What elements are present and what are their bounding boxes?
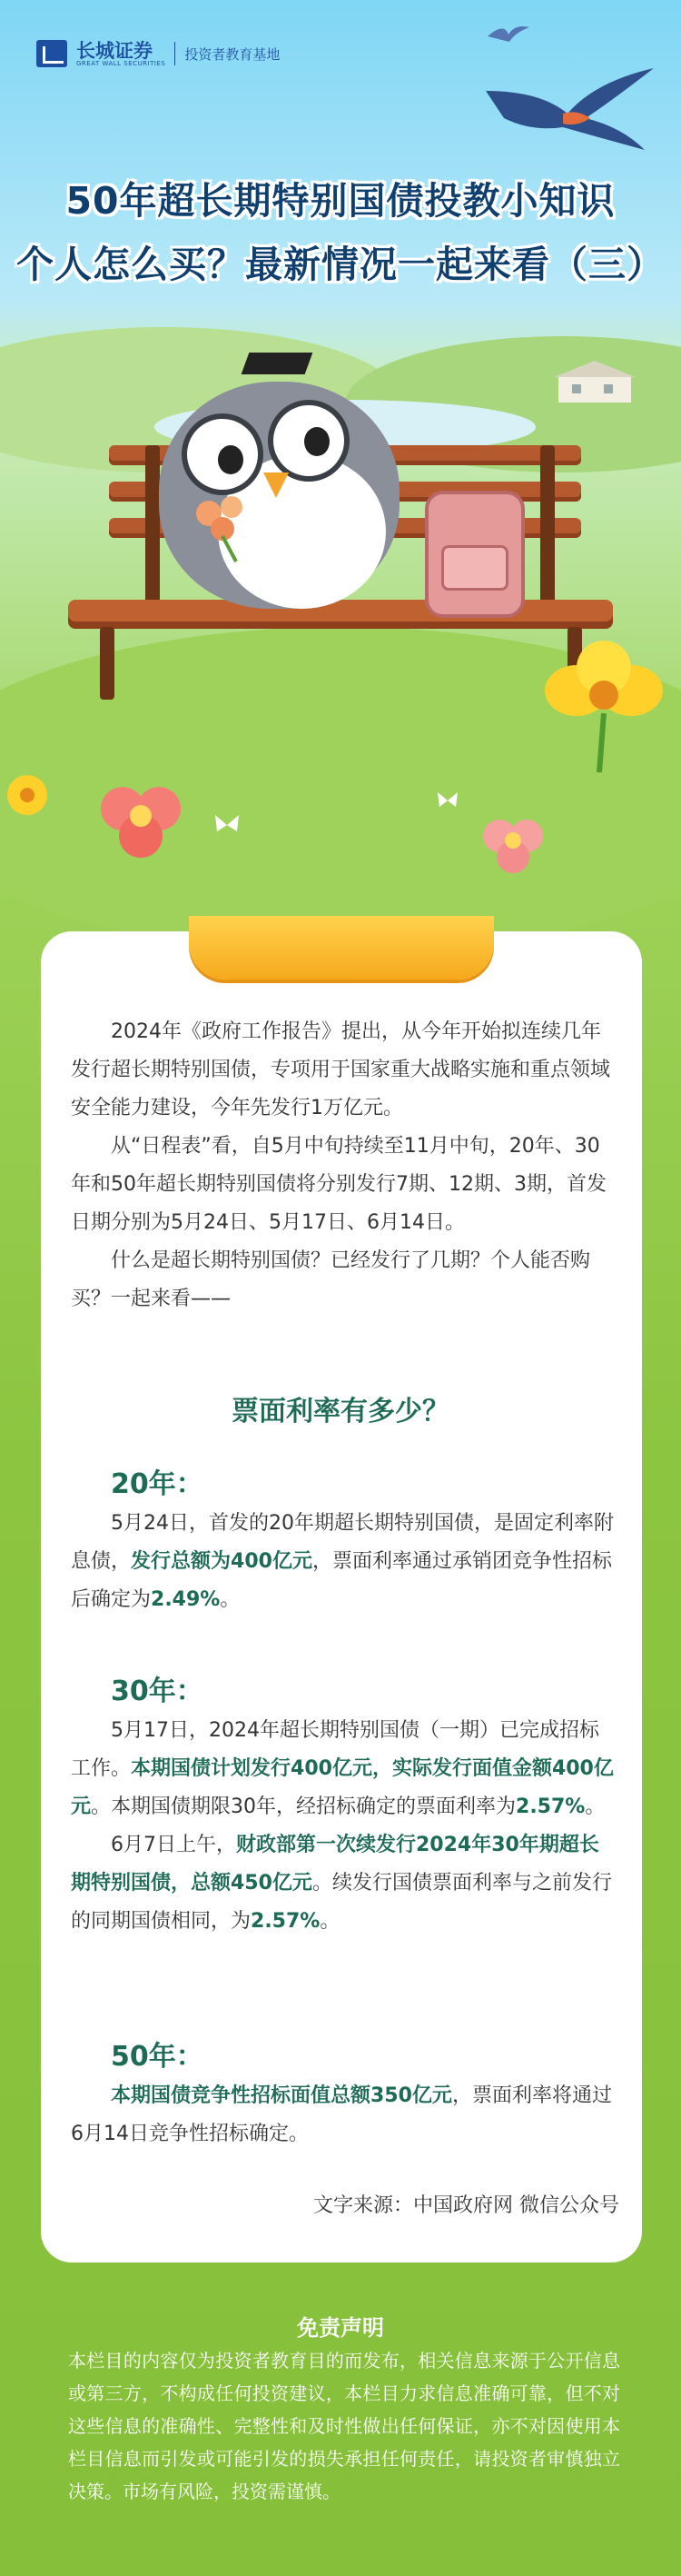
- small-bird-icon: [486, 20, 531, 47]
- bench-leg: [540, 445, 555, 609]
- brand-logo: [36, 40, 280, 67]
- intro-paragraph: 2024年《政府工作报告》提出，从今年开始拟连续几年发行超长期特别国债，专项用于国家重大战略实施和重点领域安全能力建设，今年先发行1万亿元。: [71, 1020, 611, 1119]
- highlight-text: 本期国债计划发行400亿元，实际发行面值金额400亿元: [71, 1757, 614, 1818]
- brand-name: 长城证券: [76, 38, 153, 62]
- bench-leg: [145, 445, 160, 609]
- brand-english-name: GREAT WALL SECURITIES: [76, 59, 166, 67]
- flower-bouquet-icon: [186, 491, 268, 563]
- source-note: 文字来源：中国政府网 微信公众号: [313, 2194, 619, 2217]
- year-50-paragraph: 本期国债竞争性招标面值总额350亿元，票面利率将通过6月14日竞争性招标确定。: [71, 2084, 612, 2145]
- pink-flower-icon: [91, 772, 191, 872]
- intro-paragraph: 什么是超长期特别国债？已经发行了几期？个人能否购买？一起来看——: [71, 1249, 591, 1310]
- great-wall-logo-icon: [36, 40, 67, 67]
- intro-section: [71, 1013, 616, 1318]
- highlight-text: 2.49%: [151, 1588, 221, 1611]
- logo-divider: [174, 42, 175, 65]
- owl-pupil: [218, 445, 243, 474]
- year-30-paragraph: 6月7日上午，财政部第一次续发行2024年30年期超长期特别国债，总额450亿元。续发行国债票面利率与之前发行的同期国债相同，为2.57%。: [71, 1834, 612, 1933]
- swallow-bird-icon: [477, 64, 658, 154]
- brand-text: [76, 38, 166, 67]
- section-title: 票面利率有多少？: [232, 1396, 449, 1427]
- bench-seat: [68, 600, 613, 629]
- highlight-text: 本期国债竞争性招标面值总额350亿元: [111, 2084, 452, 2107]
- highlight-text: 2.57%: [251, 1910, 321, 1933]
- yellow-flower-icon: [536, 636, 672, 772]
- disclaimer-title: 免责声明: [297, 2315, 384, 2341]
- year-20-body: [71, 1505, 616, 1619]
- butterfly-icon: [436, 791, 459, 811]
- house-icon: [554, 359, 636, 404]
- card-ribbon: [189, 916, 494, 980]
- year-30-heading: 30年：: [111, 1676, 203, 1707]
- year-20-paragraph: 5月24日，首发的20年期超长期特别国债，是固定利率附息债，发行总额为400亿元，票面利率通过承销团竞争性招标后确定为2.49%。: [71, 1512, 614, 1611]
- intro-paragraph: 从“日程表”看，自5月中旬持续至11月中旬，20年、30年和50年超长期特别国债将分别发行7期、12期、3期，首发日期分别为5月24日、5月17日、6月14日。: [71, 1135, 607, 1234]
- graduation-cap-icon: [242, 353, 313, 374]
- backpack-pocket: [441, 545, 508, 591]
- butterfly-icon: [213, 813, 241, 837]
- highlight-text: 发行总额为400亿元: [131, 1550, 312, 1573]
- owl-pupil: [304, 427, 330, 456]
- bench-leg: [100, 627, 114, 700]
- year-30-body: [71, 1712, 616, 1941]
- disclaimer-body: 本栏目的内容仅为投资者教育目的而发布，相关信息来源于公开信息或第三方，不构成任何投资建议，本栏目力求信息准确可靠，但不对这些信息的准确性、完整性和及时性做出任何保证，亦不对因使用本栏目信息而引发或可能引发的损失承担任何责任，请投资者审慎独立决策。市场有风险，投资需谨慎。: [68, 2350, 620, 2502]
- highlight-text: 财政部第一次续发行2024年30年期超长期特别国债，总额450亿元: [71, 1834, 599, 1895]
- page-title-line1: 50年超长期特别国债投教小知识: [65, 179, 616, 223]
- year-20-heading: 20年：: [111, 1468, 203, 1500]
- brand-tagline: 投资者教育基地: [184, 45, 281, 63]
- highlight-text: 2.57%: [516, 1795, 586, 1818]
- year-30-paragraph: 5月17日，2024年超长期特别国债（一期）已完成招标工作。本期国债计划发行400亿元，实际发行面值金额400亿元。本期国债期限30年，经招标确定的票面利率为2.57%。: [71, 1719, 614, 1818]
- year-50-heading: 50年：: [111, 2041, 203, 2073]
- pink-flower-icon: [472, 804, 554, 886]
- page-title-line2: 个人怎么买？最新情况一起来看（三）: [16, 243, 665, 286]
- year-50-body: [71, 2077, 616, 2153]
- yellow-flower-icon: [0, 763, 64, 845]
